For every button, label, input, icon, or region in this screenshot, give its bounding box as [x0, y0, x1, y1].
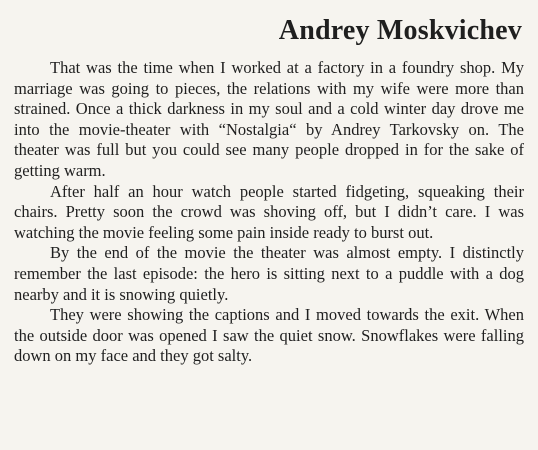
paragraph: That was the time when I worked at a factory in a foundry shop. My marriage was going to pieces, the relations with my wife were more than strained. Once a thick darkness in my soul and a cold winter day drove me into the movie-theater with “Nostalgia“ by Andrey Tarkovsky on. The theater was full but you could see many people dropped in for the sake of getting warm. — [14, 58, 524, 180]
paragraph: By the end of the movie the theater was almost empty. I distinctly remember the last episode: the hero is sitting next to a puddle with a dog nearby and it is snowing quietly. — [14, 243, 524, 304]
story-text — [14, 58, 524, 367]
author-title: Andrey Moskvichev — [278, 15, 522, 46]
paragraph: They were showing the captions and I moved towards the exit. When the outside door was opened I saw the quiet snow. Snowflakes were falling down on my face and they got salty. — [14, 305, 524, 366]
paragraph: After half an hour watch people started fidgeting, squeaking their chairs. Pretty soon the crowd was shoving off, but I didn’t care. I was watching the movie feeling some pain inside ready to burst out. — [14, 181, 524, 242]
